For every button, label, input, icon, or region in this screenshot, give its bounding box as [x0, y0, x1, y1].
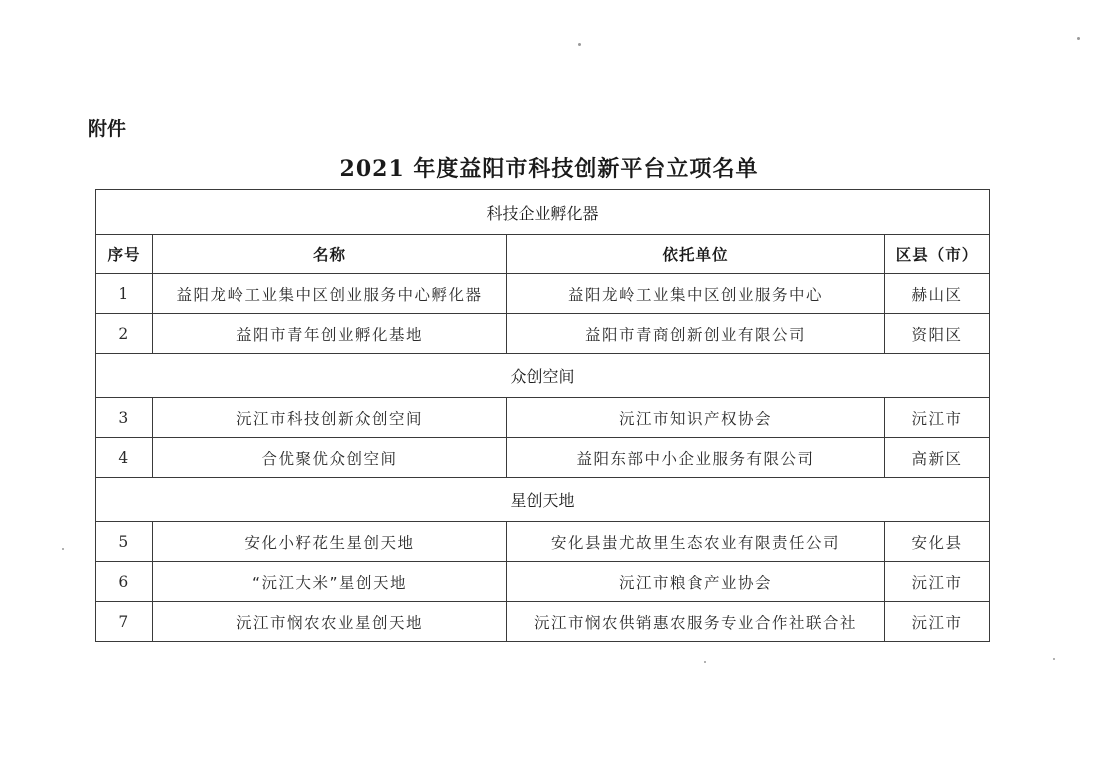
table-row [96, 438, 990, 478]
table-row [96, 562, 990, 602]
row-district: 安化县 [885, 522, 990, 562]
row-name: 益阳龙岭工业集中区创业服务中心孵化器 [153, 274, 507, 314]
scan-speck [704, 661, 706, 663]
row-index: 4 [96, 438, 153, 478]
attachment-label: 附件 [88, 118, 127, 140]
column-header-index: 序号 [96, 235, 153, 274]
row-host: 沅江市知识产权协会 [507, 398, 885, 438]
column-header-name: 名称 [153, 235, 507, 274]
row-name: 益阳市青年创业孵化基地 [153, 314, 507, 354]
row-index: 3 [96, 398, 153, 438]
row-district: 高新区 [885, 438, 990, 478]
row-index: 5 [96, 522, 153, 562]
row-district: 资阳区 [885, 314, 990, 354]
table-row [96, 522, 990, 562]
row-name: 合优聚优众创空间 [153, 438, 507, 478]
column-header-district: 区县（市） [885, 235, 990, 274]
row-district: 赫山区 [885, 274, 990, 314]
table-row [96, 602, 990, 642]
row-name: 安化小籽花生星创天地 [153, 522, 507, 562]
section-heading: 众创空间 [96, 354, 990, 398]
row-host: 沅江市粮食产业协会 [507, 562, 885, 602]
section-row [96, 354, 990, 398]
row-index: 7 [96, 602, 153, 642]
table-row [96, 274, 990, 314]
table-row [96, 398, 990, 438]
row-district: 沅江市 [885, 562, 990, 602]
row-index: 1 [96, 274, 153, 314]
row-host: 沅江市悯农供销惠农服务专业合作社联合社 [507, 602, 885, 642]
scan-speck [1077, 37, 1080, 40]
table-header-row [96, 235, 990, 274]
platform-list-table [95, 189, 990, 642]
row-district: 沅江市 [885, 602, 990, 642]
row-name: 沅江市悯农农业星创天地 [153, 602, 507, 642]
scan-speck [62, 548, 64, 550]
row-host: 益阳市青商创新创业有限公司 [507, 314, 885, 354]
row-district: 沅江市 [885, 398, 990, 438]
column-header-host: 依托单位 [507, 235, 885, 274]
row-index: 6 [96, 562, 153, 602]
scan-speck [1053, 658, 1055, 660]
row-index: 2 [96, 314, 153, 354]
row-host: 益阳东部中小企业服务有限公司 [507, 438, 885, 478]
section-row [96, 190, 990, 235]
section-heading: 科技企业孵化器 [96, 190, 990, 235]
row-name: 沅江市科技创新众创空间 [153, 398, 507, 438]
table-row [96, 314, 990, 354]
row-host: 安化县蚩尤故里生态农业有限责任公司 [507, 522, 885, 562]
row-host: 益阳龙岭工业集中区创业服务中心 [507, 274, 885, 314]
section-heading: 星创天地 [96, 478, 990, 522]
scan-speck [578, 43, 581, 46]
page-title: 2021 年度益阳市科技创新平台立项名单 [339, 156, 759, 182]
section-row [96, 478, 990, 522]
row-name: “沅江大米”星创天地 [153, 562, 507, 602]
